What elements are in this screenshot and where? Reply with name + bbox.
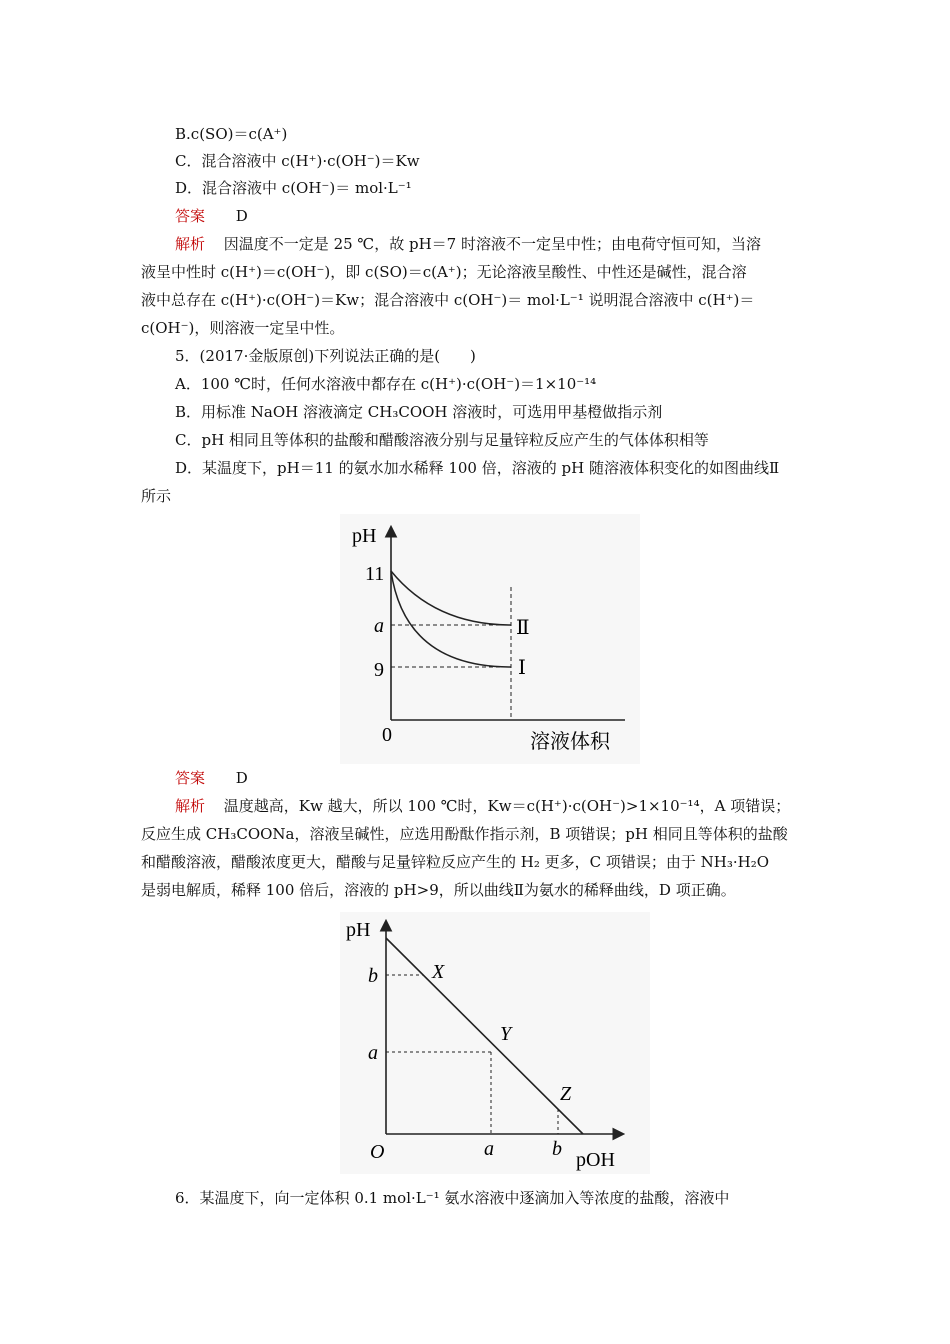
y-axis-label: pH <box>352 525 377 547</box>
answer-label: 答案 <box>175 207 206 225</box>
analysis2-text-1: 温度越高，Kw 越大，所以 100 ℃时，Kw＝c(H⁺)·c(OH⁻)>1×10⁻¹⁴，A 项错误； <box>223 797 791 815</box>
q5-option-d-cont: 所示 <box>141 487 172 505</box>
answer-label-2: 答案 <box>175 769 206 787</box>
origin-label-2: O <box>370 1141 385 1163</box>
analysis2-text-4: 是弱电解质，稀释 100 倍后，溶液的 pH>9，所以曲线Ⅱ为氨水的稀释曲线，D 项正确。 <box>141 881 736 899</box>
analysis-row-1 <box>175 234 761 254</box>
analysis-text-2: 液呈中性时 c(H⁺)＝c(OH⁻)，即 c(SO)＝c(A⁺)；无论溶液呈酸性、中性还是碱性，混合溶 <box>141 263 747 281</box>
curve-label-i: Ⅰ <box>518 657 526 679</box>
ph-poh-line <box>386 938 583 1134</box>
option-d: D．混合溶液中 c(OH⁻)＝ mol·L⁻¹ <box>175 179 412 197</box>
answer-value: D <box>235 207 248 225</box>
analysis-text-3: 液中总存在 c(H⁺)·c(OH⁻)＝Kw；混合溶液中 c(OH⁻)＝ mol·L⁻¹ 说明混合溶液中 c(H⁺)＝ <box>141 291 755 309</box>
q5-option-c: C．pH 相同且等体积的盐酸和醋酸溶液分别与足量锌粒反应产生的气体体积相等 <box>175 431 709 449</box>
tick-a-y: a <box>368 1042 378 1064</box>
curve-i <box>391 571 511 667</box>
tick-11: 11 <box>365 563 385 585</box>
q5-option-d: D．某温度下，pH＝11 的氨水加水稀释 100 倍，溶液的 pH 随溶液体积变化的如图曲线Ⅱ <box>175 459 780 477</box>
ph-poh-graph <box>340 912 650 1174</box>
answer-row-1 <box>175 206 248 226</box>
tick-b-x: b <box>552 1138 562 1160</box>
q5-option-a: A．100 ℃时，任何水溶液中都存在 c(H⁺)·c(OH⁻)＝1×10⁻¹⁴ <box>175 375 597 393</box>
curve-ii <box>391 571 511 625</box>
option-b: B.c(SO)＝c(A⁺) <box>175 125 288 143</box>
tick-a: a <box>374 615 384 637</box>
tick-9: 9 <box>374 659 384 681</box>
point-z: Z <box>560 1083 572 1105</box>
question-6: 6．某温度下，向一定体积 0.1 mol·L⁻¹ 氨水溶液中逐滴加入等浓度的盐酸，溶液中 <box>175 1189 730 1207</box>
point-x: X <box>432 961 445 983</box>
analysis2-text-3: 和醋酸溶液，醋酸浓度更大，醋酸与足量锌粒反应产生的 H₂ 更多，C 项错误；由于 NH₃·H₂O <box>141 853 770 871</box>
question-5: 5．(2017·金版原创)下列说法正确的是( ) <box>175 347 476 365</box>
x-axis-label-2: pOH <box>576 1149 615 1171</box>
analysis-label-2: 解析 <box>175 797 206 815</box>
analysis-text-4: c(OH⁻)，则溶液一定呈中性。 <box>141 319 345 337</box>
y-axis-label-2: pH <box>346 919 371 941</box>
curve-label-ii: Ⅱ <box>516 617 530 639</box>
analysis2-text-2: 反应生成 CH₃COONa，溶液呈碱性，应选用酚酞作指示剂，B 项错误；pH 相同且等体积的盐酸 <box>141 825 788 843</box>
analysis-text-1: 因温度不一定是 25 ℃，故 pH＝7 时溶液不一定呈中性；由电荷守恒可知，当溶 <box>223 235 761 253</box>
option-c: C．混合溶液中 c(H⁺)·c(OH⁻)＝Kw <box>175 152 420 170</box>
tick-a-x: a <box>484 1138 494 1160</box>
answer-value-2: D <box>235 769 248 787</box>
q5-option-b: B．用标准 NaOH 溶液滴定 CH₃COOH 溶液时，可选用甲基橙做指示剂 <box>175 403 663 421</box>
dilution-graph <box>340 514 640 764</box>
origin-label: 0 <box>382 724 392 746</box>
analysis-label: 解析 <box>175 235 206 253</box>
tick-b-y: b <box>368 965 378 987</box>
analysis-row-2 <box>175 796 790 816</box>
point-y: Y <box>500 1023 512 1045</box>
answer-row-2 <box>175 768 248 788</box>
x-axis-label: 溶液体积 <box>530 731 610 753</box>
